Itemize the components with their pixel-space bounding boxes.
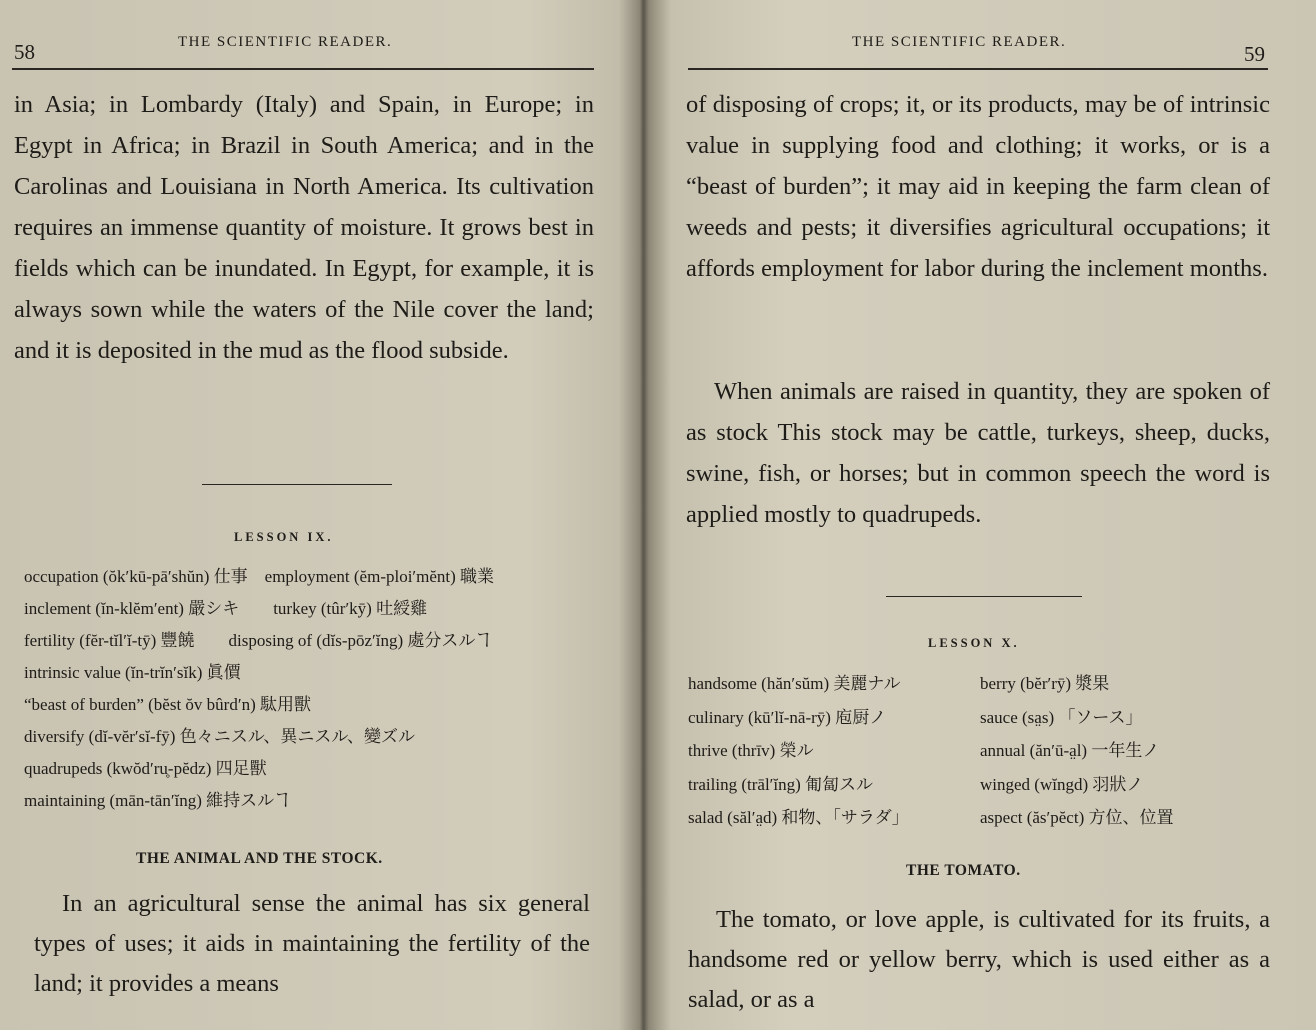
lesson-heading: LESSON X.: [928, 636, 1020, 650]
running-head: THE SCIENTIFIC READER.: [178, 34, 393, 50]
vocabulary-item: sauce (sa̤s) 「ソース」: [980, 707, 1143, 727]
right-page: [652, 0, 1316, 1030]
vocabulary-item: diversify (dĭ-vĕr′sĭ-fȳ) 色々ニスル、異ニスル、變ズル: [24, 727, 416, 746]
vocabulary-row: [688, 734, 1174, 768]
vocabulary-item: intrinsic value (ĭn-trĭn′sĭk) 眞價: [24, 663, 241, 682]
vocabulary-item: culinary (kū′lĭ-nā-rȳ) 庖厨ノ: [688, 707, 887, 727]
left-page: [0, 0, 630, 1030]
vocabulary-item: salad (săl′a̤d) 和物、「サラダ」: [688, 808, 909, 827]
vocabulary-item: thrive (thrīv) 榮ル: [688, 741, 814, 760]
vocabulary-item: trailing (trāl′ĭng) 匍匐スル: [688, 774, 874, 794]
vocabulary-item: winged (wĭngd) 羽狀ノ: [980, 774, 1144, 794]
vocabulary-row: [688, 768, 1174, 802]
vocabulary-item: quadrupeds (kwŏd′ru̥-pĕdz) 四足獸: [24, 759, 267, 778]
vocabulary-row: [688, 801, 1174, 835]
running-head: THE SCIENTIFIC READER.: [852, 34, 1067, 50]
section-divider: [886, 596, 1082, 597]
section-title: THE ANIMAL AND THE STOCK.: [136, 850, 383, 867]
section-title: THE TOMATO.: [906, 862, 1021, 879]
body-paragraph: When animals are raised in quantity, they are spoken of as stock This stock may be cattle, turkeys, sheep, ducks, swine, fish, or horses; but in common speech the word is applied mostly to quadrupeds.: [686, 378, 1270, 528]
vocabulary-item: handsome (hăn′sŭm) 美麗ナル: [688, 674, 901, 693]
vocabulary-row: [688, 667, 1174, 701]
vocabulary-item: fertility (fĕr-tĭl′ĭ-tȳ) 豐饒 disposing of (dĭs-pōz′ĭng) 處分スルヿ: [24, 631, 493, 650]
vocabulary-item: occupation (ŏk′kū-pā′shŭn) 仕事 employment (ĕm-ploi′mĕnt) 職業: [24, 567, 495, 586]
body-paragraph: of disposing of crops; it, or its products, may be of intrinsic value in supplying food and clothing; it works, or is a “beast of burden”; it may aid in keeping the farm clean of weeds and pests; it diversifies agricultural occupations; it affords employment for labor during the inclement months.: [686, 91, 1270, 282]
vocabulary-item: inclement (ĭn-klĕm′ent) 嚴シキ turkey (tûr′kȳ) 吐綬雞: [24, 599, 428, 618]
header-rule: [688, 68, 1268, 70]
section-divider: [202, 484, 392, 485]
page-number: 59: [1244, 42, 1265, 66]
section-paragraph: In an agricultural sense the animal has six general types of uses; it aids in maintaining the fertility of the land; it provides a means: [34, 890, 590, 997]
body-paragraph: in Asia; in Lombardy (Italy) and Spain, in Europe; in Egypt in Africa; in Brazil in South America; and in the Carolinas and Louisiana in North America. Its cultivation requires an immense quantity of moisture. It grows best in fields which can be inundated. In Egypt, for example, it is always sown while the waters of the Nile cover the land; and it is deposited in the mud as the flood subside.: [14, 91, 594, 364]
vocabulary-table: [688, 667, 1174, 835]
vocabulary-item: berry (bĕr′rȳ) 漿果: [980, 674, 1110, 693]
page-number: 58: [14, 40, 35, 64]
vocabulary-item: maintaining (mān-tān′ĭng) 維持スルヿ: [24, 791, 292, 810]
vocabulary-item: aspect (ăs′pĕct) 方位、位置: [980, 808, 1174, 827]
header-rule: [12, 68, 594, 70]
vocabulary-list: [24, 561, 494, 817]
vocabulary-item: “beast of burden” (bĕst ŏv bûrd′n) 駄用獸: [24, 695, 311, 714]
section-paragraph: The tomato, or love apple, is cultivated for its fruits, a handsome red or yellow berry, which is used either as a salad, or as a: [688, 906, 1270, 1013]
vocabulary-item: annual (ăn′ū-a̤l) 一年生ノ: [980, 741, 1160, 760]
vocabulary-row: [688, 701, 1174, 735]
lesson-heading: LESSON IX.: [234, 530, 334, 544]
